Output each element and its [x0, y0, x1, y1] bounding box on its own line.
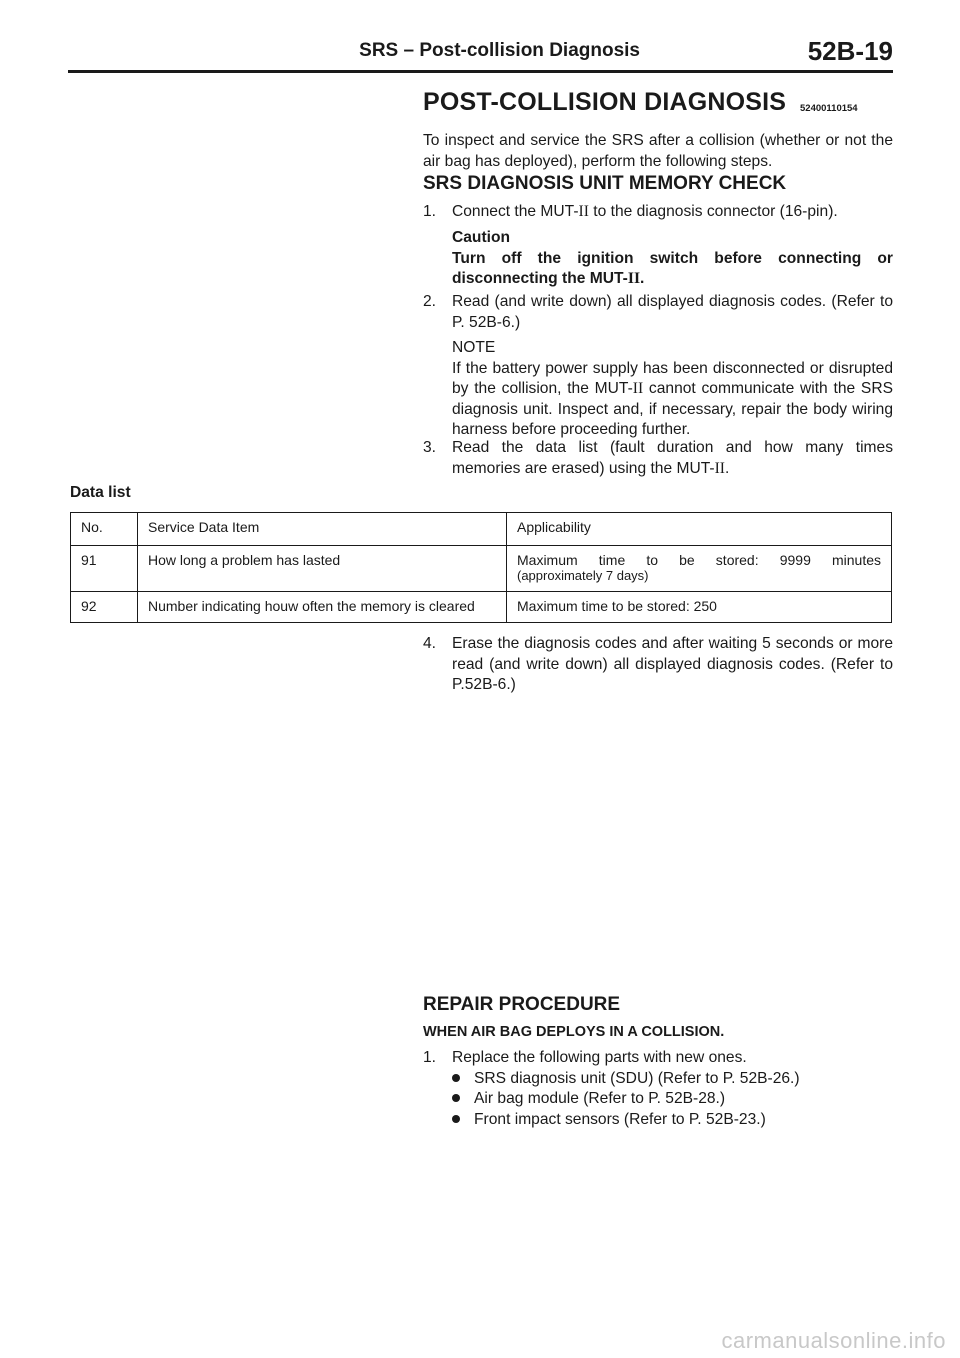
table-cell: Maximum time to be stored: 250 [507, 592, 892, 623]
watermark: carmanualsonline.info [721, 1328, 946, 1353]
table-cell: Number indicating houw often the memory is cleared [138, 592, 507, 623]
column-header: No. [71, 513, 138, 546]
page-header-title: SRS – Post-collision Diagnosis [359, 40, 640, 61]
intro-paragraph: To inspect and service the SRS after a collision (whether or not the air bag has deployed), perform the following steps. [423, 132, 893, 170]
list-item: Front impact sensors (Refer to P. 52B-23.) [452, 1110, 766, 1131]
step-text: Erase the diagnosis codes and after waiting 5 seconds or more read (and write down) all displayed diagnosis codes. (Refer to P.52B-6.) [452, 635, 893, 693]
repair-title: REPAIR PROCEDURE [423, 994, 621, 1015]
list-item: SRS diagnosis unit (SDU) (Refer to P. 52B-26.) [452, 1069, 800, 1090]
table-row [71, 592, 892, 623]
column-header: Applicability [507, 513, 892, 546]
table-cell: 91 [71, 546, 138, 592]
header-divider [68, 70, 893, 73]
step-text: Connect the MUT-II to the diagnosis connector (16-pin). [452, 203, 838, 220]
step-number: 1. [423, 1049, 437, 1066]
caution-text: Turn off the ignition switch before connecting or disconnecting the MUT-II. [452, 249, 893, 287]
repair-step-1 [423, 1048, 893, 1069]
section-code: 52400110154 [800, 103, 858, 114]
column-header: Service Data Item [138, 513, 507, 546]
bullet-icon [452, 1094, 460, 1102]
bullet-icon [452, 1074, 460, 1082]
caution-label: Caution [452, 229, 511, 246]
table-cell: How long a problem has lasted [138, 546, 507, 592]
section-title: POST-COLLISION DIAGNOSIS [423, 88, 787, 116]
table-header-row [71, 513, 892, 546]
note-label: NOTE [452, 339, 496, 356]
step-4 [423, 634, 893, 696]
step-text: Read (and write down) all displayed diagnosis codes. (Refer to P. 52B-6.) [452, 293, 893, 331]
step-number: 1. [423, 203, 437, 220]
note-block [452, 338, 893, 441]
table-cell: 92 [71, 592, 138, 623]
table-cell: Maximum time to be stored: 9999 minutes (approximately 7 days) [507, 546, 892, 592]
step-text: Read the data list (fault duration and how many times memories are erased) using the MUT-II. [452, 439, 893, 477]
note-text: If the battery power supply has been disconnected or disrupted by the collision, the MUT-II cannot communicate with the SRS diagnosis unit. Inspect and, if necessary, repair the body wiring harness before proceeding further. [452, 359, 893, 438]
step-number: 2. [423, 293, 437, 310]
repair-subtitle: WHEN AIR BAG DEPLOYS IN A COLLISION. [423, 1024, 725, 1040]
step-3 [423, 438, 893, 479]
caution-block [452, 228, 893, 290]
step-number: 3. [423, 439, 437, 456]
table-row [71, 546, 892, 592]
bullet-icon [452, 1115, 460, 1123]
step-2 [423, 292, 893, 333]
list-item: Air bag module (Refer to P. 52B-28.) [452, 1089, 725, 1110]
step-number: 4. [423, 635, 437, 652]
memory-check-title: SRS DIAGNOSIS UNIT MEMORY CHECK [423, 173, 787, 194]
step-text: Replace the following parts with new ones. [452, 1049, 747, 1066]
data-list-label: Data list [70, 484, 131, 501]
step-1 [423, 202, 893, 223]
data-list-table [70, 512, 892, 623]
page-number: 52B-19 [807, 36, 893, 66]
